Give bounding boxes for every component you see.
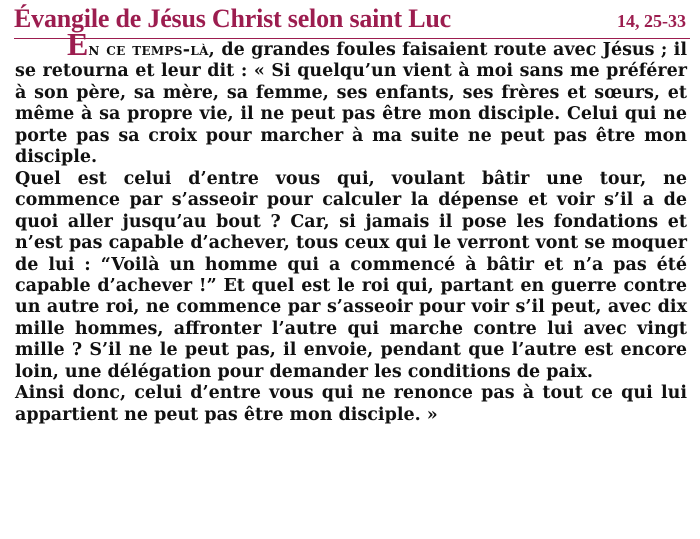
paragraph-2: Quel est celui d’entre vous qui, voulant bâtir une tour, ne commence par s’asseoir pour calculer la dépense et voir s’il a de quoi aller jusqu’au bout ? Car, si jamais il pose les fondations et n’est pas capable d’achever, tous ceux qui le verront vont se moquer de lui : “Voilà un homme qui a commencé à bâtir et n’a pas été capable d’achever !” Et quel est le roi qui, partant en guerre contre un autre roi, ne commence par s’asseoir pour voir s’il peut, avec dix mille hommes, affronter l’autre qui marche contre lui avec vingt mille ? S’il ne le peut pas, il envoie, pendant que l’autre est encore loin, une délégation pour demander les conditions de paix. <box>15 168 687 382</box>
gospel-title: Évangile de Jésus Christ selon saint Luc <box>14 4 451 33</box>
gospel-text <box>15 26 687 426</box>
paragraph-3: Ainsi donc, celui d’entre vous qui ne renonce pas à tout ce qui lui appartient ne peut pas être mon disciple. » <box>15 383 687 425</box>
paragraph-1-text: de grandes foules faisaient route avec Jésus ; il se retourna et leur dit : « Si quelqu’un vient à moi sans me préférer à son père, sa mère, sa femme, ses enfants, ses frères et sœurs, et même à sa propre vie, il ne peut pas être mon disciple. Celui qui ne porte pas sa croix pour marcher à ma suite ne peut pas être mon disciple. <box>15 40 687 168</box>
drop-cap: E <box>67 26 89 62</box>
opening-smallcaps: n ce temps-là, <box>88 40 216 60</box>
header <box>14 2 690 39</box>
paragraph-1 <box>15 26 687 169</box>
scripture-reference: 14, 25-33 <box>617 11 686 31</box>
